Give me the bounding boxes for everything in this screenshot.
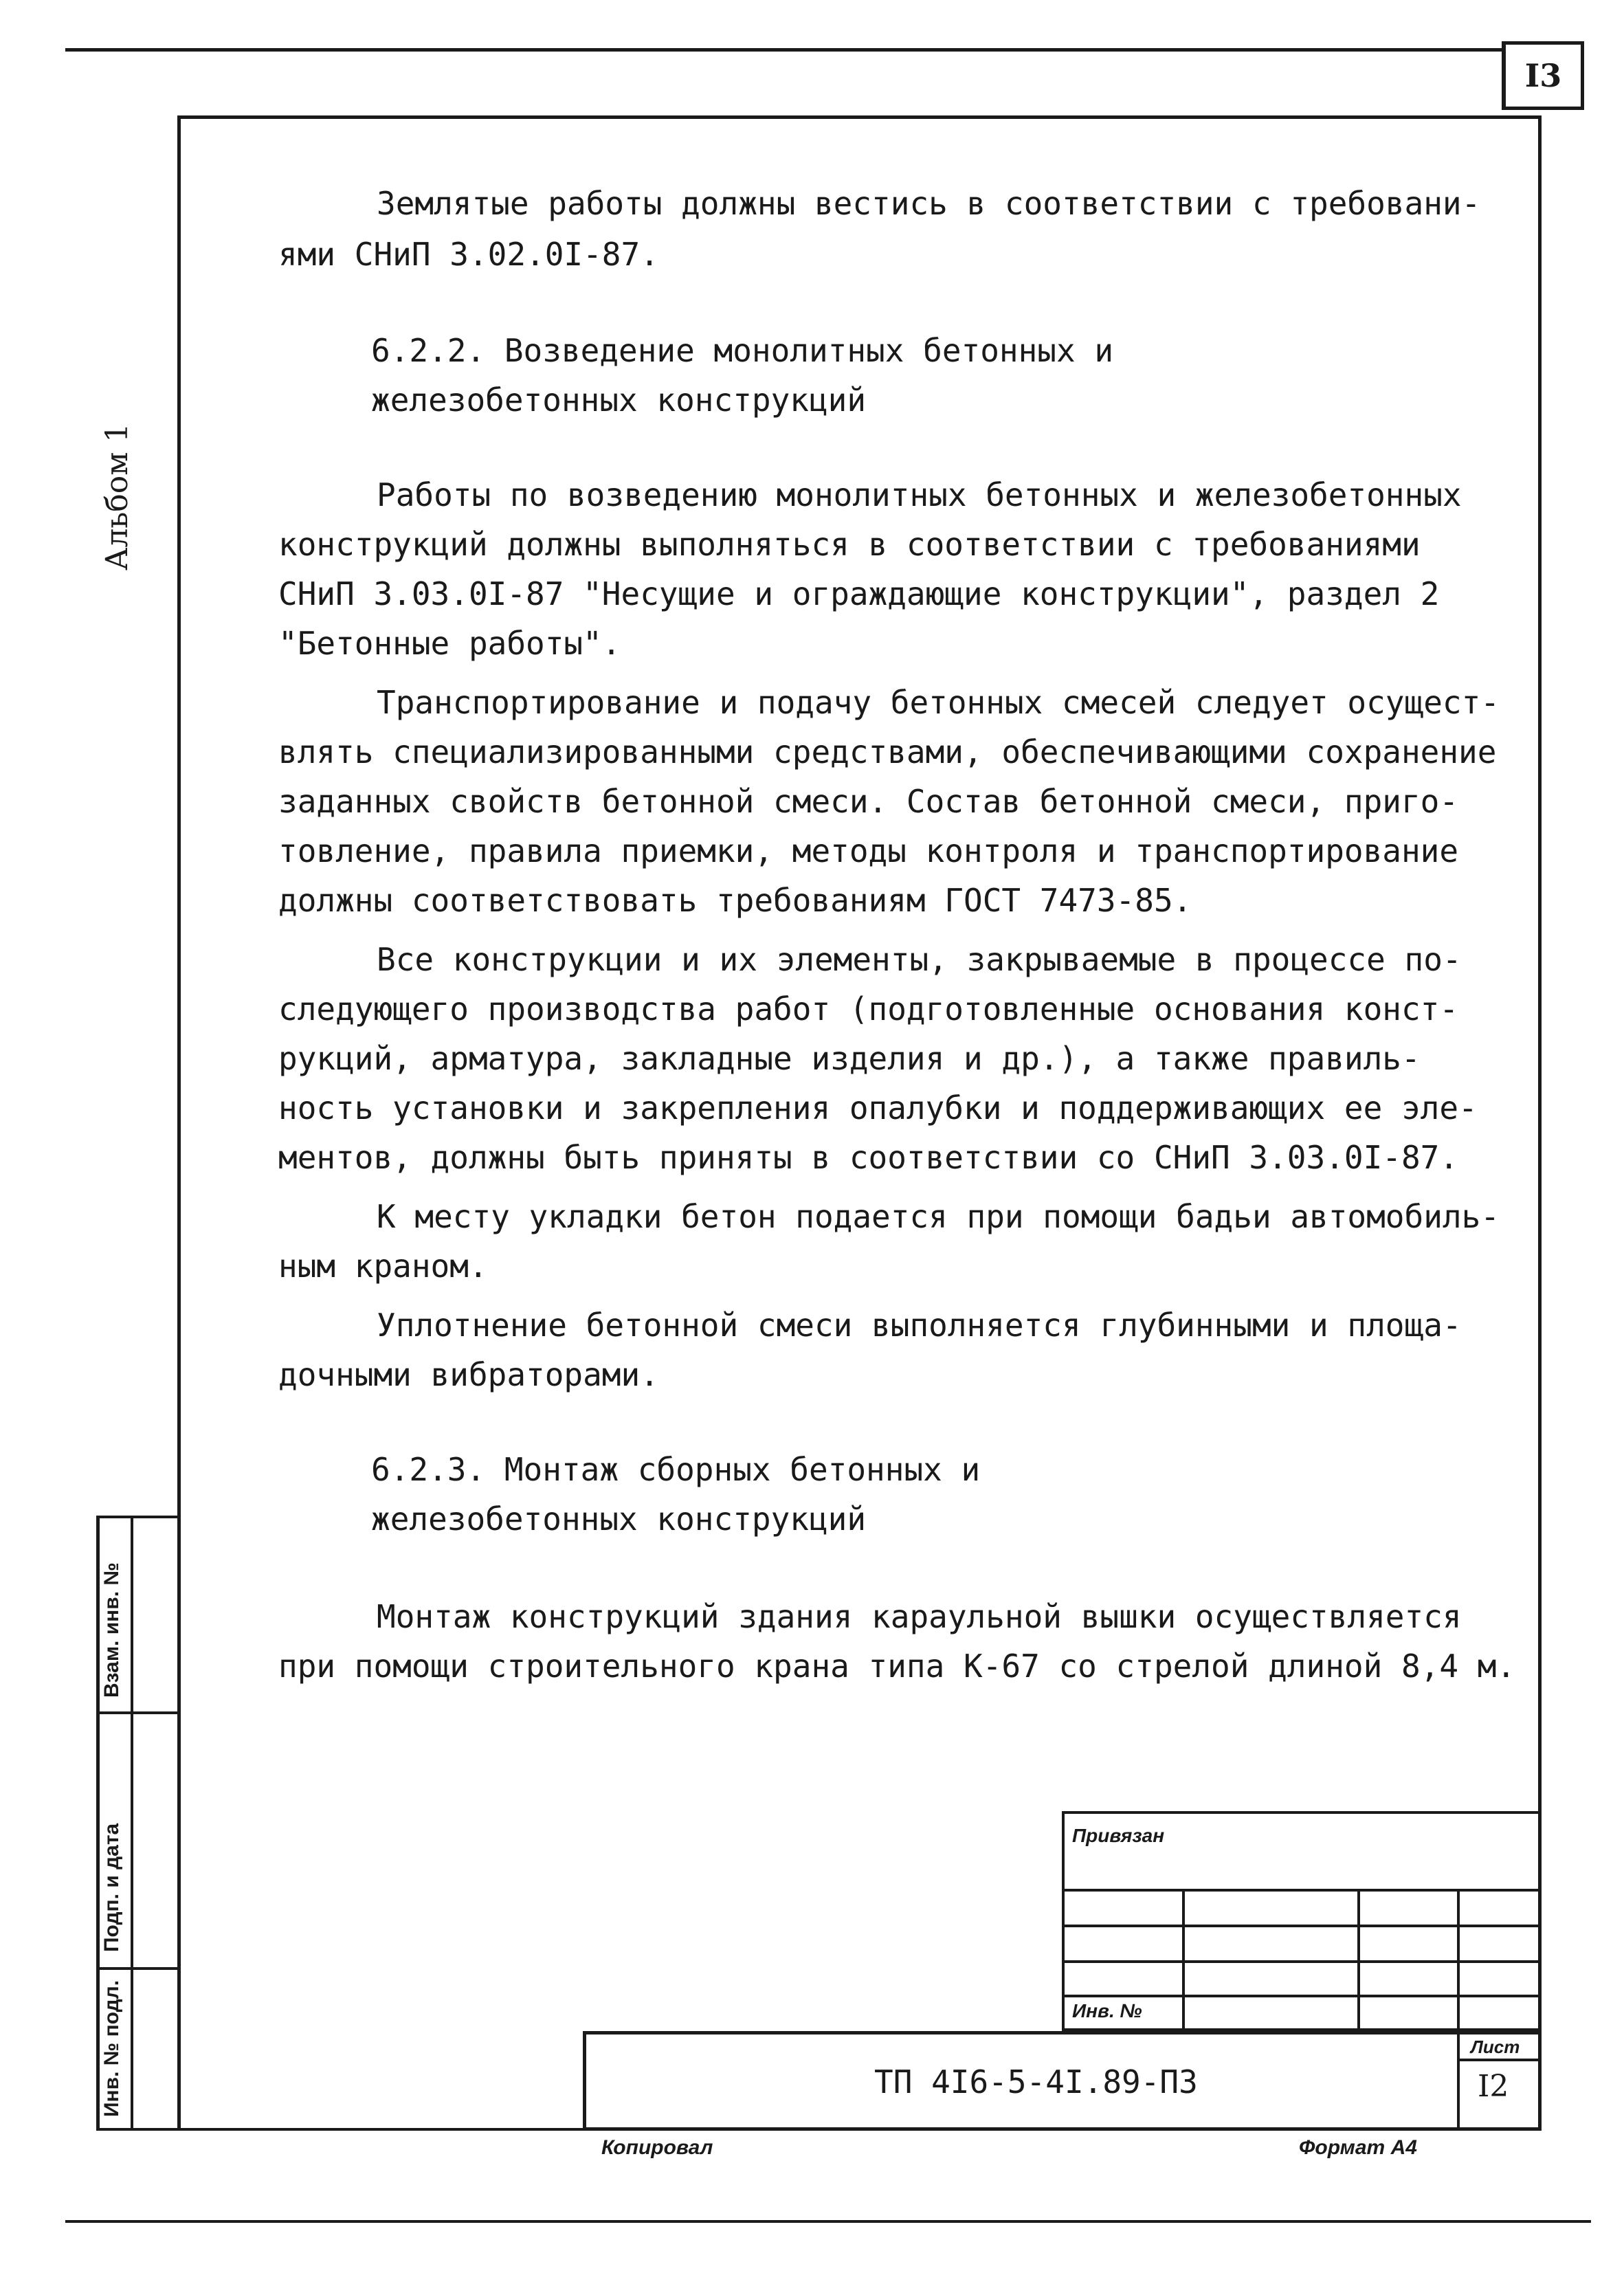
paragraph-line: ность установки и закрепления опалубки и поддерживающих ее эле- — [278, 1089, 1478, 1127]
paragraph-line: Работы по возведению монолитных бетонных и железобетонных — [377, 476, 1462, 513]
paragraph-line: ями СНиП 3.02.0I-87. — [278, 236, 659, 273]
paragraph-line: Монтаж конструкций здания караульной вышки осуществляется — [377, 1598, 1462, 1635]
paragraph-line: должны соответствовать требованиям ГОСТ 7473-85. — [278, 882, 1192, 919]
title-block-grid — [1457, 1889, 1460, 2031]
paragraph-line: Землятые работы должны вестись в соответствии с требовани- — [377, 185, 1481, 222]
sheet-number: I2 — [1478, 2069, 1509, 2104]
title-block-grid — [1062, 1889, 1542, 1892]
paragraph-line: конструкций должны выполняться в соответствии с требованиями — [278, 526, 1421, 563]
paragraph-line: дочными вибраторами. — [278, 1356, 659, 1393]
paragraph-line: влять специализированными средствами, обеспечивающими сохранение — [278, 733, 1497, 770]
vzam-inv-label: Взам. инв. № — [100, 1562, 123, 1698]
document-code: ТП 4I6-5-4I.89-ПЗ — [874, 2063, 1198, 2100]
side-stamp-border — [96, 1516, 179, 1518]
paragraph-line: ментов, должны быть приняты в соответствии со СНиП 3.03.0I-87. — [278, 1139, 1459, 1176]
title-block-grid — [1357, 1889, 1360, 2031]
section-heading: железобетонных конструкций — [371, 1500, 867, 1538]
paragraph-line: товление, правила приемки, методы контроля и транспортирование — [278, 832, 1459, 869]
side-stamp-border — [131, 1516, 133, 2131]
paragraph-line: заданных свойств бетонной смеси. Состав бетонной смеси, приго- — [278, 783, 1459, 820]
inv-podl-label: Инв. № подл. — [100, 1980, 123, 2117]
page-number: I3 — [1502, 41, 1584, 110]
paragraph-line: СНиП 3.03.0I-87 "Несущие и ограждающие конструкции", раздел 2 — [278, 575, 1440, 612]
paragraph-line: рукций, арматура, закладные изделия и др.), а также правиль- — [278, 1040, 1421, 1077]
paragraph-line: Все конструкции и их элементы, закрываемые в процессе по- — [377, 941, 1462, 978]
inv-no-label: Инв. № — [1072, 2000, 1142, 2021]
title-block-grid — [1062, 1960, 1542, 1963]
title-block-grid — [1457, 2031, 1460, 2131]
kopiroval-label: Копировал — [601, 2136, 713, 2159]
paragraph-line: Уплотнение бетонной смеси выполняется глубинными и площа- — [377, 1307, 1462, 1344]
side-stamp-border — [96, 1711, 179, 1714]
side-stamp-border — [96, 1967, 179, 1970]
paragraph-line: "Бетонные работы". — [278, 625, 621, 662]
bottom-rule — [65, 2220, 1591, 2223]
title-block-grid — [1182, 1889, 1185, 2031]
top-rule — [65, 48, 1505, 52]
privyazan-label: Привязан — [1072, 1825, 1165, 1846]
paragraph-line: Транспортирование и подачу бетонных смесей следует осущест- — [377, 684, 1500, 721]
paragraph-line: К месту укладки бетон подается при помощи бадьи автомобиль- — [377, 1198, 1500, 1235]
section-heading: 6.2.2. Возведение монолитных бетонных и — [371, 332, 1114, 369]
sheet-label: Лист — [1471, 2037, 1520, 2057]
section-heading: 6.2.3. Монтаж сборных бетонных и — [371, 1451, 981, 1488]
title-block-grid — [1062, 1925, 1542, 1927]
paragraph-line: следующего производства работ (подготовленные основания конст- — [278, 990, 1459, 1028]
album-label: Альбом 1 — [100, 423, 135, 570]
paragraph-line: при помощи строительного крана типа К-67 со стрелой длиной 8,4 м. — [278, 1648, 1516, 1685]
title-block-grid — [1062, 1995, 1542, 1997]
title-block-grid — [1457, 2059, 1542, 2061]
paragraph-line: ным краном. — [278, 1248, 488, 1285]
format-label: Формат А4 — [1299, 2136, 1417, 2159]
podp-data-label: Подп. и дата — [100, 1823, 123, 1952]
side-stamp-border — [96, 1516, 100, 2131]
section-heading: железобетонных конструкций — [371, 381, 867, 419]
